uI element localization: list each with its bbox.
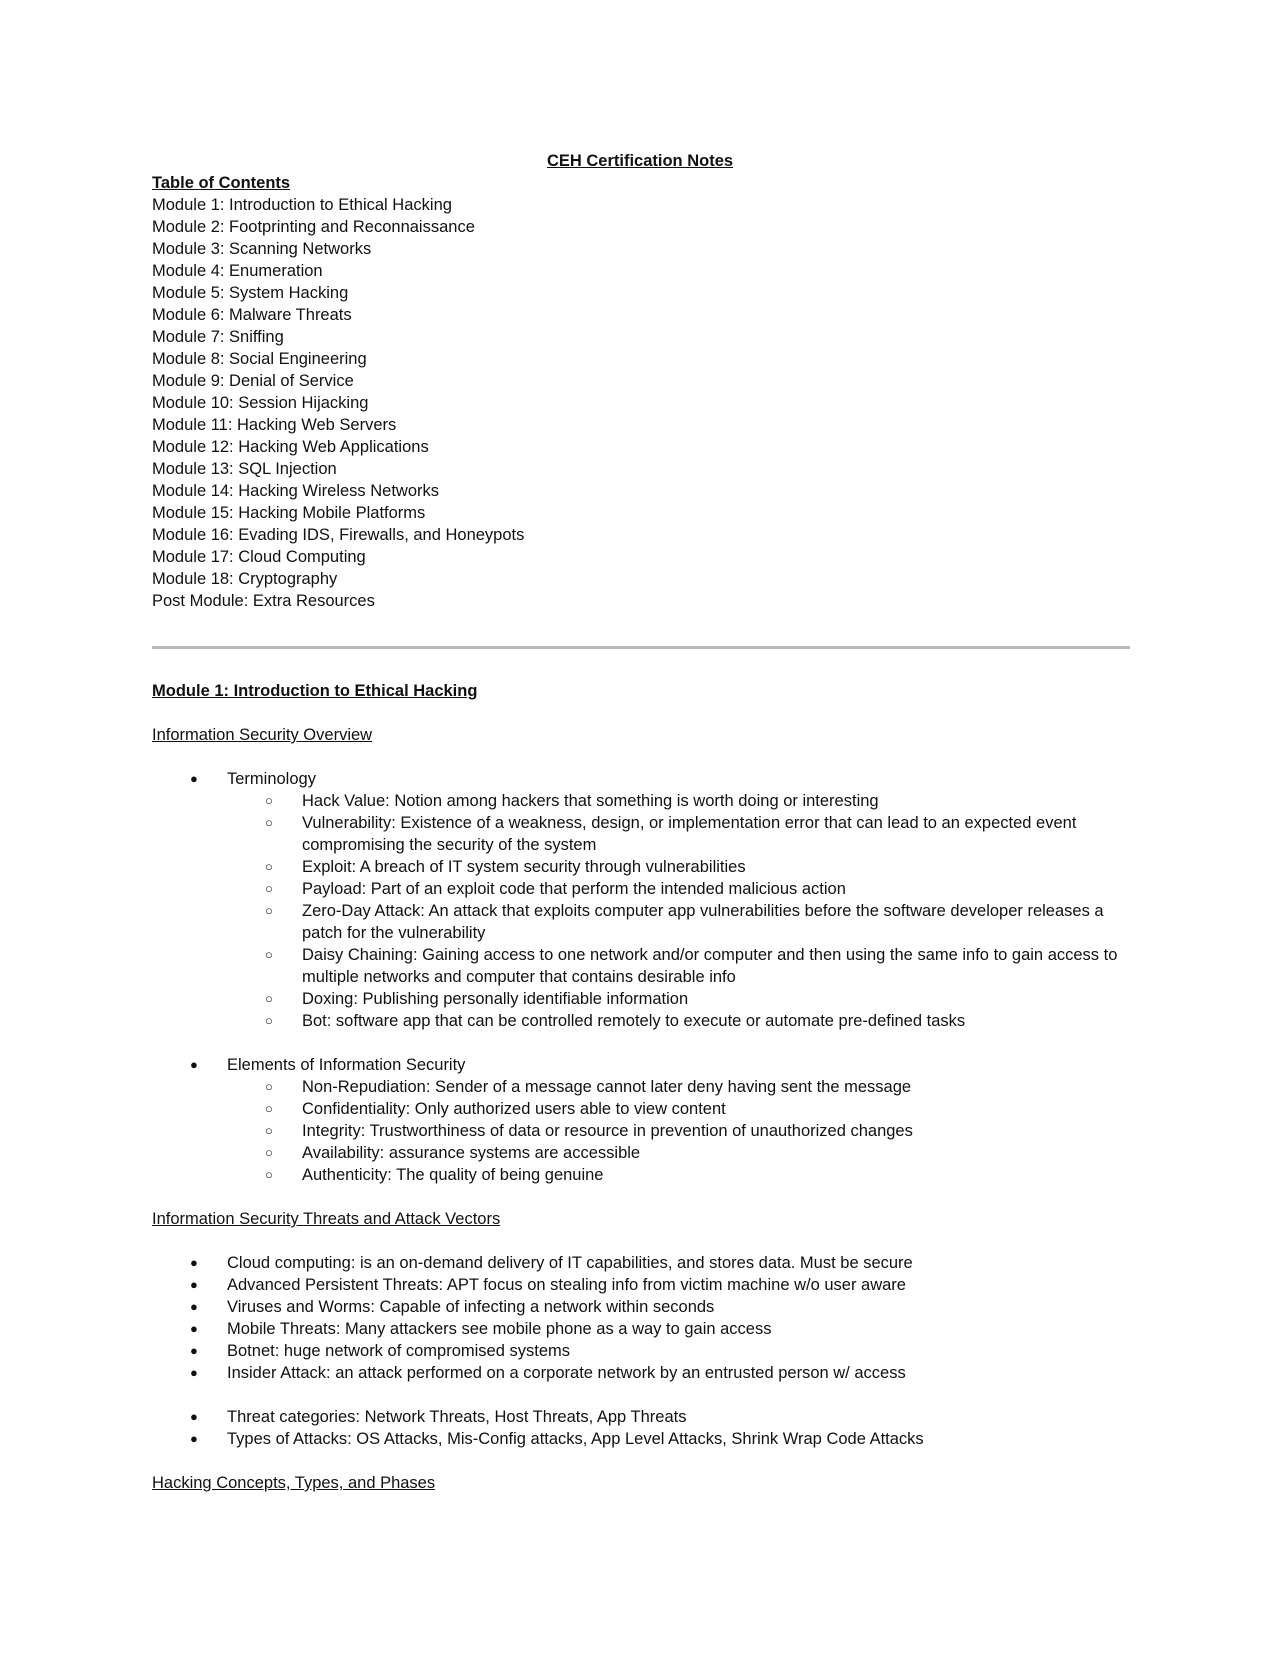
threats-list [152,1252,1132,1384]
list-item-text: Threat categories: Network Threats, Host Threats, App Threats [227,1408,687,1426]
toc-item: Module 17: Cloud Computing [152,548,366,566]
list-item-text: Exploit: A breach of IT system security through vulnerabilities [302,858,746,876]
horizontal-divider [152,646,1130,649]
toc-item: Module 11: Hacking Web Servers [152,416,397,434]
list-item [152,1120,1132,1142]
bullet-icon: ● [190,771,198,786]
list-item-label: Elements of Information Security [227,1056,466,1074]
list-item-terminology [152,768,1132,790]
document-title: CEH Certification Notes [546,152,734,170]
list-item [152,812,1132,856]
list-item [152,1142,1132,1164]
bullet-icon: ● [190,1365,198,1380]
list-item-text: Cloud computing: is an on-demand delivery of IT capabilities, and stores data. Must be secure [227,1254,913,1272]
module-1-heading: Module 1: Introduction to Ethical Hacking [152,682,478,700]
list-item-text: Authenticity: The quality of being genuine [302,1166,604,1184]
list-item [152,944,1132,988]
bullet-icon: ● [190,1299,198,1314]
toc-item: Module 13: SQL Injection [152,460,337,478]
module-1-content [152,680,1132,1494]
list-item-text: Vulnerability: Existence of a weakness, design, or implementation error that can lead to an expected event compromising the security of the system [302,814,1077,854]
list-item-text: Integrity: Trustworthiness of data or resource in prevention of unauthorized changes [302,1122,913,1140]
toc-item: Module 8: Social Engineering [152,350,367,368]
bullet-icon: ● [190,1057,198,1072]
list-item [152,1164,1132,1186]
toc-item: Module 14: Hacking Wireless Networks [152,482,440,500]
list-item [152,1252,1132,1274]
list-item-text: Availability: assurance systems are accessible [302,1144,641,1162]
list-item [152,1274,1132,1296]
toc-item: Module 12: Hacking Web Applications [152,438,429,456]
hollow-bullet-icon: ○ [265,1013,273,1028]
hollow-bullet-icon: ○ [265,1145,273,1160]
hollow-bullet-icon: ○ [265,881,273,896]
toc-item: Module 2: Footprinting and Reconnaissance [152,218,475,236]
list-item [152,878,1132,900]
list-item [152,1010,1132,1032]
bullet-icon: ● [190,1321,198,1336]
list-item-text: Non-Repudiation: Sender of a message cannot later deny having sent the message [302,1078,912,1096]
list-item-text: Botnet: huge network of compromised systems [227,1342,570,1360]
toc-item: Module 6: Malware Threats [152,306,352,324]
toc-item: Module 1: Introduction to Ethical Hacking [152,196,452,214]
list-item-text: Insider Attack: an attack performed on a corporate network by an entrusted person w/ access [227,1364,906,1382]
toc-item: Module 15: Hacking Mobile Platforms [152,504,426,522]
list-item-text: Confidentiality: Only authorized users able to view content [302,1100,726,1118]
list-item [152,856,1132,878]
list-item-label: Terminology [227,770,316,788]
list-item-text: Daisy Chaining: Gaining access to one network and/or computer and then using the same info to gain access to multiple networks and computer that contains desirable info [302,946,1118,986]
threat-types-list [152,1406,1132,1450]
section-heading-info-security-overview: Information Security Overview [152,726,373,744]
list-item [152,1076,1132,1098]
list-item-text: Zero-Day Attack: An attack that exploits computer app vulnerabilities before the software developer releases a patch for the vulnerability [302,902,1104,942]
list-item-text: Doxing: Publishing personally identifiable information [302,990,689,1008]
list-item-text: Types of Attacks: OS Attacks, Mis-Config attacks, App Level Attacks, Shrink Wrap Code Attacks [227,1430,924,1448]
bullet-icon: ● [190,1343,198,1358]
list-item-text: Hack Value: Notion among hackers that something is worth doing or interesting [302,792,879,810]
bullet-icon: ● [190,1409,198,1424]
list-item [152,900,1132,944]
list-item-text: Bot: software app that can be controlled remotely to execute or automate pre-defined tasks [302,1012,966,1030]
overview-list [152,768,1132,1032]
bullet-icon: ● [190,1255,198,1270]
toc-item: Module 3: Scanning Networks [152,240,372,258]
hollow-bullet-icon: ○ [265,1101,273,1116]
list-item [152,1098,1132,1120]
bullet-icon: ● [190,1431,198,1446]
hollow-bullet-icon: ○ [265,947,273,962]
hollow-bullet-icon: ○ [265,991,273,1006]
list-item-text: Advanced Persistent Threats: APT focus on stealing info from victim machine w/o user aware [227,1276,906,1294]
hollow-bullet-icon: ○ [265,1167,273,1182]
hollow-bullet-icon: ○ [265,1079,273,1094]
section-heading-hacking-concepts: Hacking Concepts, Types, and Phases [152,1474,436,1492]
list-item-elements-of-info-security [152,1054,1132,1076]
list-item [152,988,1132,1010]
list-item-text: Viruses and Worms: Capable of infecting a network within seconds [227,1298,715,1316]
elements-list [152,1054,1132,1186]
section-heading-threats-attack-vectors: Information Security Threats and Attack Vectors [152,1210,501,1228]
list-item-text: Payload: Part of an exploit code that perform the intended malicious action [302,880,846,898]
toc-item: Post Module: Extra Resources [152,592,375,610]
bullet-icon: ● [190,1277,198,1292]
hollow-bullet-icon: ○ [265,903,273,918]
list-item-text: Mobile Threats: Many attackers see mobile phone as a way to gain access [227,1320,772,1338]
list-item [152,1428,1132,1450]
toc-item: Module 7: Sniffing [152,328,284,346]
toc-heading: Table of Contents [152,174,291,192]
hollow-bullet-icon: ○ [265,793,273,808]
list-item [152,1318,1132,1340]
toc-item: Module 4: Enumeration [152,262,323,280]
list-item [152,1406,1132,1428]
list-item [152,790,1132,812]
list-item [152,1296,1132,1318]
toc-item: Module 16: Evading IDS, Firewalls, and Honeypots [152,526,525,544]
hollow-bullet-icon: ○ [265,859,273,874]
toc-item: Module 18: Cryptography [152,570,338,588]
hollow-bullet-icon: ○ [265,1123,273,1138]
toc-item: Module 5: System Hacking [152,284,349,302]
table-of-contents [152,172,1132,612]
toc-item: Module 9: Denial of Service [152,372,354,390]
hollow-bullet-icon: ○ [265,815,273,830]
list-item [152,1362,1132,1384]
toc-item: Module 10: Session Hijacking [152,394,369,412]
list-item [152,1340,1132,1362]
